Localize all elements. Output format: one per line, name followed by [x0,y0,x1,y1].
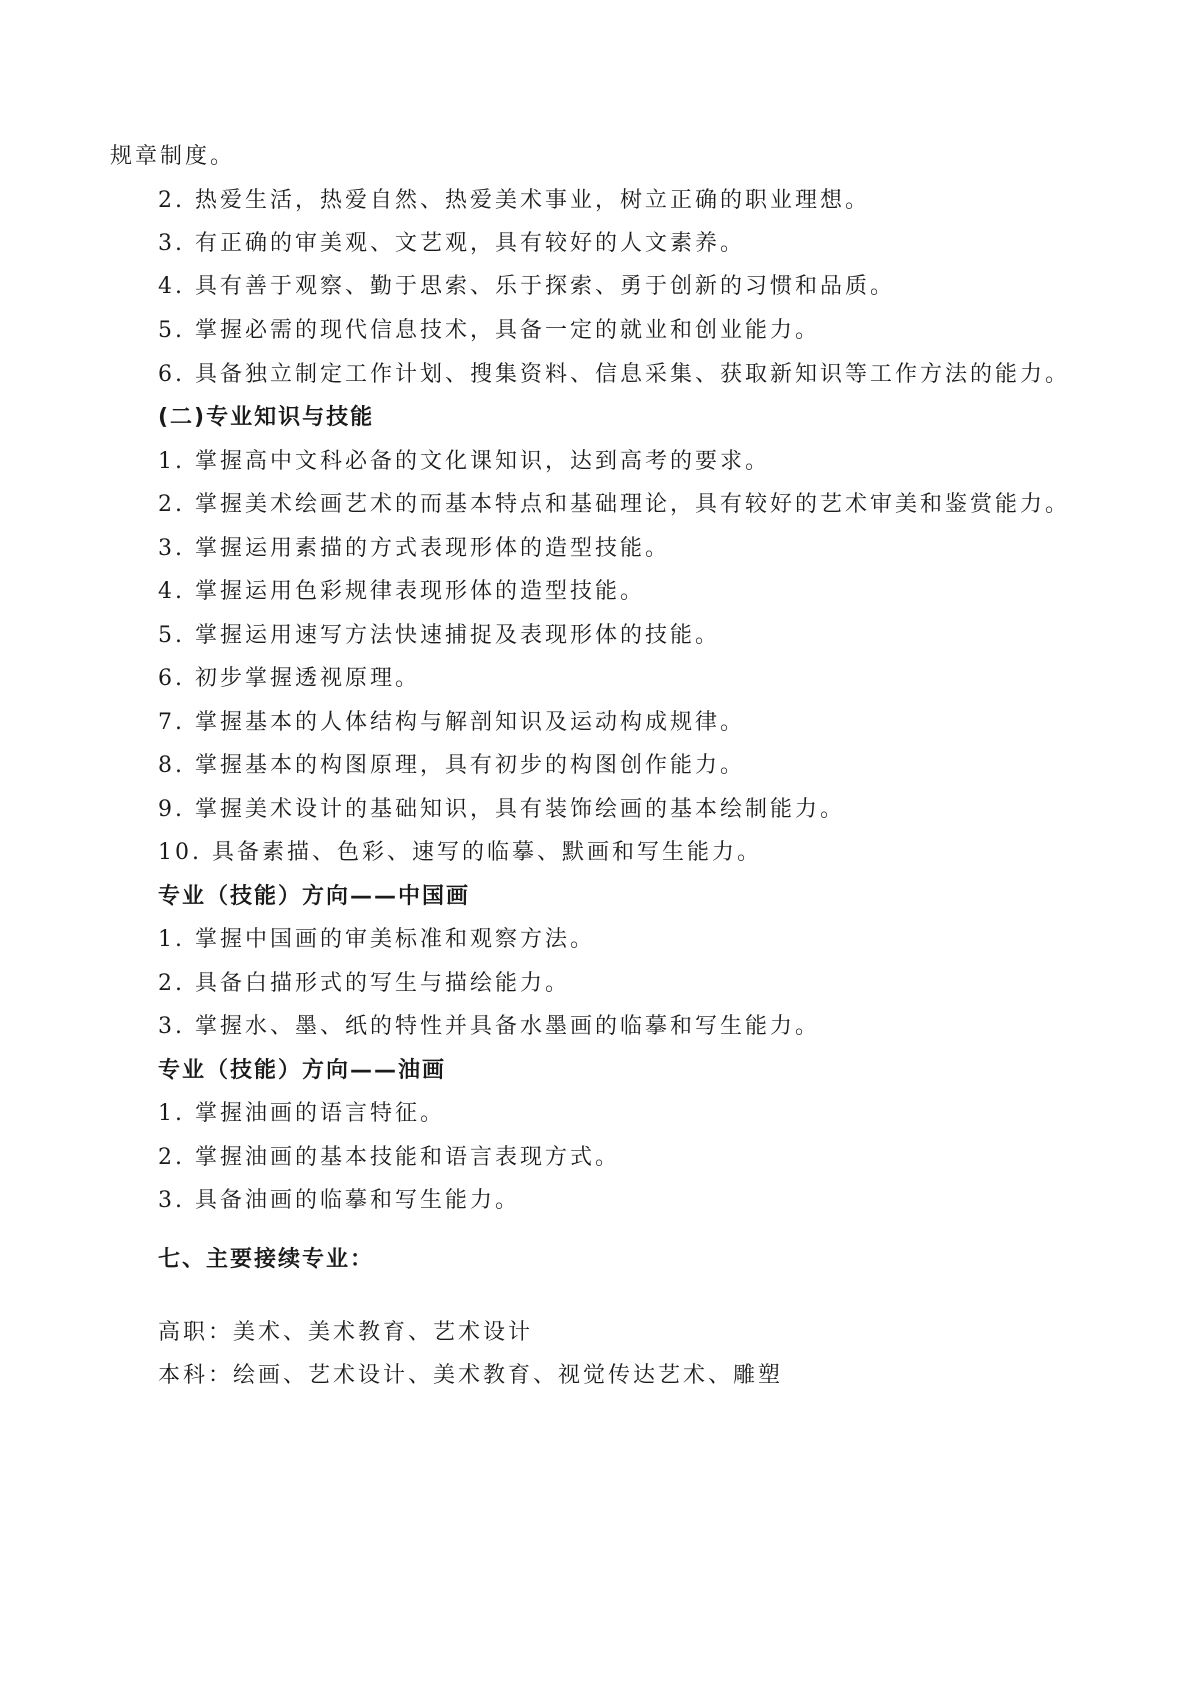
list-item: 2. 掌握油画的基本技能和语言表现方式。 [158,1145,620,1170]
section-heading-oil-painting: 专业（技能）方向——油画 [158,1058,447,1083]
list-item: 9. 掌握美术设计的基础知识，具有装饰绘画的基本绘制能力。 [158,797,845,822]
list-item: 4. 具有善于观察、勤于思索、乐于探索、勇于创新的习惯和品质。 [158,274,895,299]
list-item: 1. 掌握高中文科必备的文化课知识，达到高考的要求。 [158,449,770,474]
list-item: 2. 热爱生活，热爱自然、热爱美术事业，树立正确的职业理想。 [158,188,870,213]
list-item: 5. 掌握运用速写方法快速捕捉及表现形体的技能。 [158,623,720,648]
list-item: 本科：绘画、艺术设计、美术教育、视觉传达艺术、雕塑 [158,1363,784,1388]
list-item: 6. 具备独立制定工作计划、搜集资料、信息采集、获取新知识等工作方法的能力。 [158,362,1070,387]
list-item: 高职：美术、美术教育、艺术设计 [158,1320,534,1345]
list-item: 6. 初步掌握透视原理。 [158,666,420,691]
list-item: 1. 掌握中国画的审美标准和观察方法。 [158,927,595,952]
list-item: 7. 掌握基本的人体结构与解剖知识及运动构成规律。 [158,710,745,735]
list-item: 4. 掌握运用色彩规律表现形体的造型技能。 [158,579,645,604]
list-item: 3. 有正确的审美观、文艺观，具有较好的人文素养。 [158,231,745,256]
list-item: 1. 掌握油画的语言特征。 [158,1101,445,1126]
continuation-text: 规章制度。 [110,144,236,169]
list-item: 3. 掌握水、墨、纸的特性并具备水墨画的临摹和写生能力。 [158,1014,820,1039]
list-item: 10. 具备素描、色彩、速写的临摹、默画和写生能力。 [158,840,762,865]
section-heading-continuing-majors: 七、主要接续专业： [158,1247,375,1272]
section-heading-knowledge-skills: (二)专业知识与技能 [158,405,375,430]
list-item: 2. 具备白描形式的写生与描绘能力。 [158,971,570,996]
list-item: 3. 掌握运用素描的方式表现形体的造型技能。 [158,536,670,561]
list-item: 5. 掌握必需的现代信息技术，具备一定的就业和创业能力。 [158,318,820,343]
list-item: 2. 掌握美术绘画艺术的而基本特点和基础理论，具有较好的艺术审美和鉴赏能力。 [158,492,1070,517]
section-heading-chinese-painting: 专业（技能）方向——中国画 [158,884,471,909]
list-item: 8. 掌握基本的构图原理，具有初步的构图创作能力。 [158,753,745,778]
list-item: 3. 具备油画的临摹和写生能力。 [158,1188,520,1213]
